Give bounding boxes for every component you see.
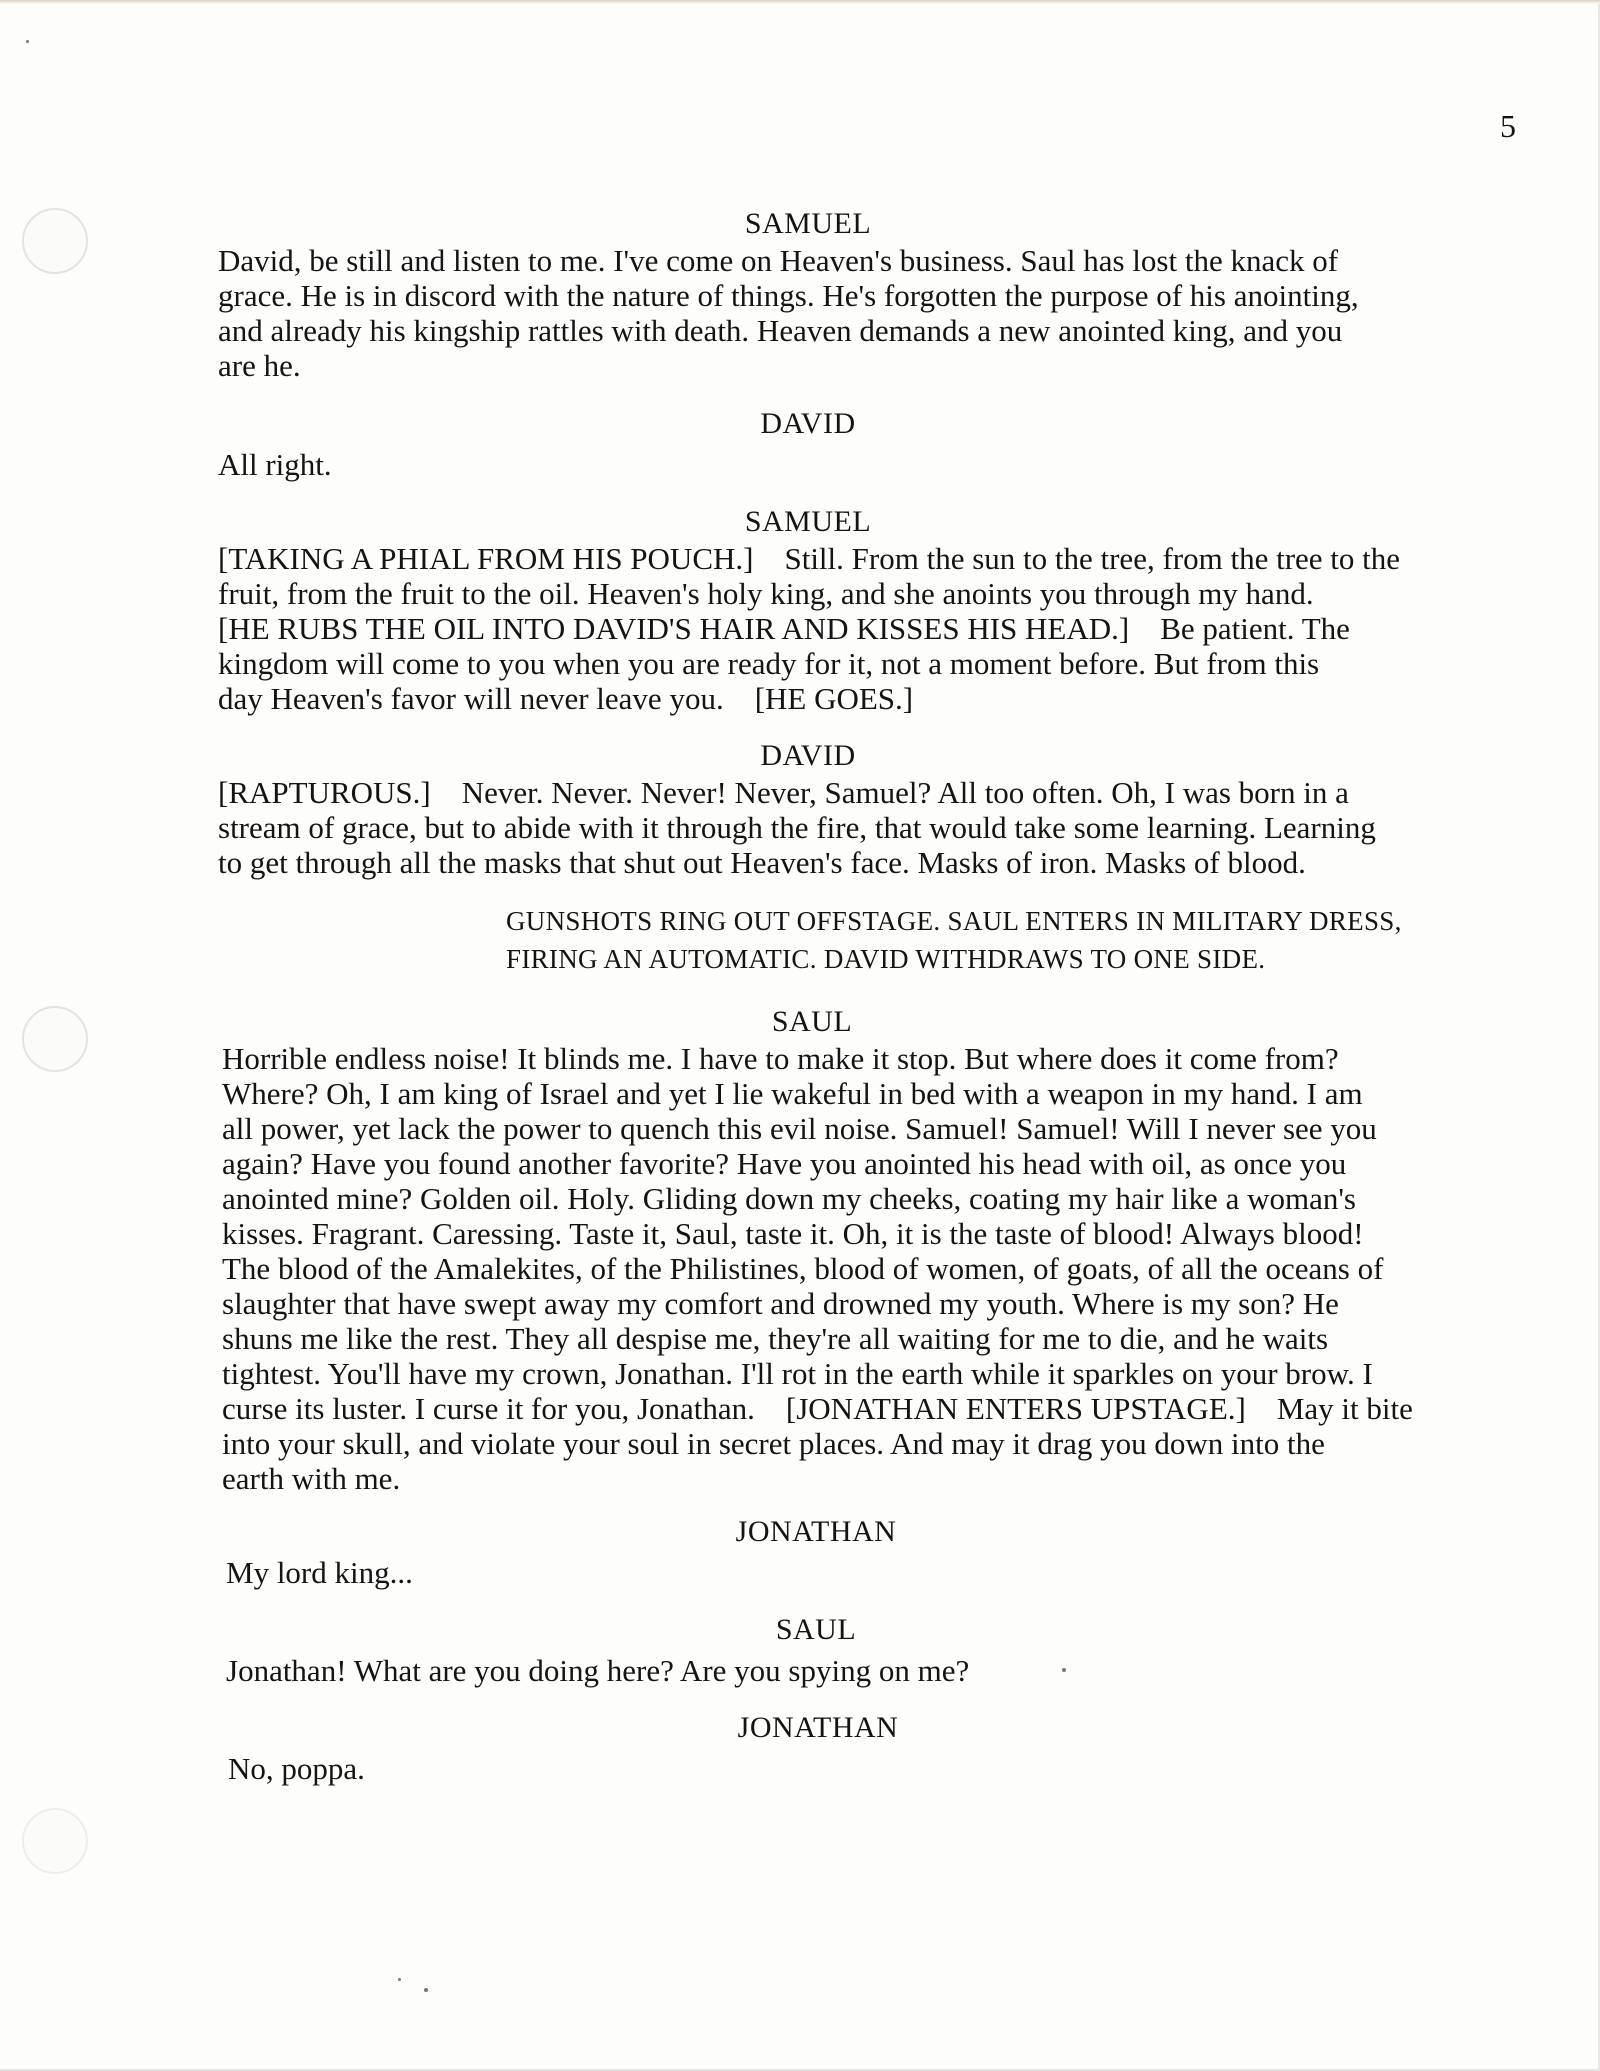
dialogue-block-saul-2: [226, 1612, 1406, 1688]
dialogue-line: again? Have you found another favorite? Have you anointed his head with oil, as once you: [222, 1146, 1347, 1181]
dialogue-line: Horrible endless noise! It blinds me. I have to make it stop. But where does it come from?: [222, 1041, 1339, 1076]
stage-direction-line: GUNSHOTS RING OUT OFFSTAGE. SAUL ENTERS IN MILITARY DRESS,: [506, 906, 1402, 936]
dialogue-line: earth with me.: [222, 1461, 401, 1496]
binder-hole-top: [22, 208, 88, 274]
dialogue-block-david-1: [218, 406, 1398, 482]
binder-hole-bottom: [22, 1808, 88, 1874]
binder-hole-middle: [22, 1006, 88, 1072]
dialogue-line: slaughter that have swept away my comfort and drowned my youth. Where is my son? He: [222, 1286, 1339, 1321]
dialogue-line: fruit, from the fruit to the oil. Heaven's holy king, and she anoints you through my hand.: [218, 576, 1314, 611]
dialogue-line: All right.: [218, 447, 332, 482]
dialogue-line: stream of grace, but to abide with it through the fire, that would take some learning. Learning: [218, 810, 1376, 845]
paper-speck: [26, 40, 29, 43]
speaker-name: DAVID: [760, 739, 856, 772]
dialogue-line: curse its luster. I curse it for you, Jonathan. [JONATHAN ENTERS UPSTAGE.] May it bite: [222, 1391, 1413, 1426]
speaker-name: SAUL: [775, 1613, 857, 1646]
dialogue-line: [TAKING A PHIAL FROM HIS POUCH.] Still. From the sun to the tree, from the tree to the: [218, 541, 1401, 576]
dialogue-line: [HE RUBS THE OIL INTO DAVID'S HAIR AND KISSES HIS HEAD.] Be patient. The: [218, 611, 1350, 646]
stage-direction: [506, 902, 1406, 978]
paper-speck: [398, 1978, 401, 1981]
speaker-name: DAVID: [760, 407, 856, 440]
dialogue-line: tightest. You'll have my crown, Jonathan. I'll rot in the earth while it sparkles on your brow. I: [222, 1356, 1373, 1391]
dialogue-block-saul-1: [222, 1004, 1413, 1496]
dialogue-line: [RAPTUROUS.] Never. Never. Never! Never, Samuel? All too often. Oh, I was born in a: [218, 775, 1349, 810]
dialogue-line: and already his kingship rattles with death. Heaven demands a new anointed king, and you: [218, 313, 1343, 348]
dialogue-block-samuel-1: [218, 206, 1398, 383]
dialogue-line: day Heaven's favor will never leave you. [HE GOES.]: [218, 681, 914, 716]
dialogue-line: shuns me like the rest. They all despise me, they're all waiting for me to die, and he waits: [222, 1321, 1329, 1356]
page-number: 5: [1500, 108, 1516, 144]
dialogue-line: My lord king...: [226, 1555, 413, 1590]
stage-direction-line: FIRING AN AUTOMATIC. DAVID WITHDRAWS TO ONE SIDE.: [506, 944, 1266, 974]
dialogue-line: into your skull, and violate your soul in secret places. And may it drag you down into the: [222, 1426, 1325, 1461]
dialogue-block-jonathan-2: [228, 1710, 1408, 1786]
speaker-name: SAMUEL: [744, 207, 872, 240]
paper-speck: [424, 1988, 428, 1992]
dialogue-line: No, poppa.: [228, 1751, 365, 1786]
dialogue-line: all power, yet lack the power to quench this evil noise. Samuel! Samuel! Will I never see you: [222, 1111, 1377, 1146]
speaker-name: SAUL: [771, 1005, 853, 1038]
speaker-name: JONATHAN: [737, 1711, 899, 1744]
dialogue-line: Where? Oh, I am king of Israel and yet I lie wakeful in bed with a weapon in my hand. I am: [222, 1076, 1363, 1111]
dialogue-line: Jonathan! What are you doing here? Are you spying on me?: [226, 1653, 970, 1688]
dialogue-line: David, be still and listen to me. I've come on Heaven's business. Saul has lost the knack of: [218, 243, 1339, 278]
dialogue-line: anointed mine? Golden oil. Holy. Gliding down my cheeks, coating my hair like a woman's: [222, 1181, 1356, 1216]
paper-speck: [1062, 1668, 1066, 1672]
dialogue-line: grace. He is in discord with the nature of things. He's forgotten the purpose of his anointing,: [218, 278, 1359, 313]
dialogue-line: The blood of the Amalekites, of the Philistines, blood of women, of goats, of all the oceans of: [222, 1251, 1384, 1286]
dialogue-block-samuel-2: [218, 504, 1401, 716]
speaker-name: JONATHAN: [735, 1515, 897, 1548]
dialogue-line: kingdom will come to you when you are ready for it, not a moment before. But from this: [218, 646, 1320, 681]
dialogue-block-david-2: [218, 738, 1398, 880]
dialogue-line: to get through all the masks that shut out Heaven's face. Masks of iron. Masks of blood.: [218, 845, 1306, 880]
speaker-name: SAMUEL: [744, 505, 872, 538]
dialogue-line: are he.: [218, 348, 301, 383]
dialogue-line: kisses. Fragrant. Caressing. Taste it, Saul, taste it. Oh, it is the taste of blood! Always blood!: [222, 1216, 1364, 1251]
page-top-edge: [0, 0, 1600, 4]
dialogue-block-jonathan-1: [226, 1514, 1406, 1590]
